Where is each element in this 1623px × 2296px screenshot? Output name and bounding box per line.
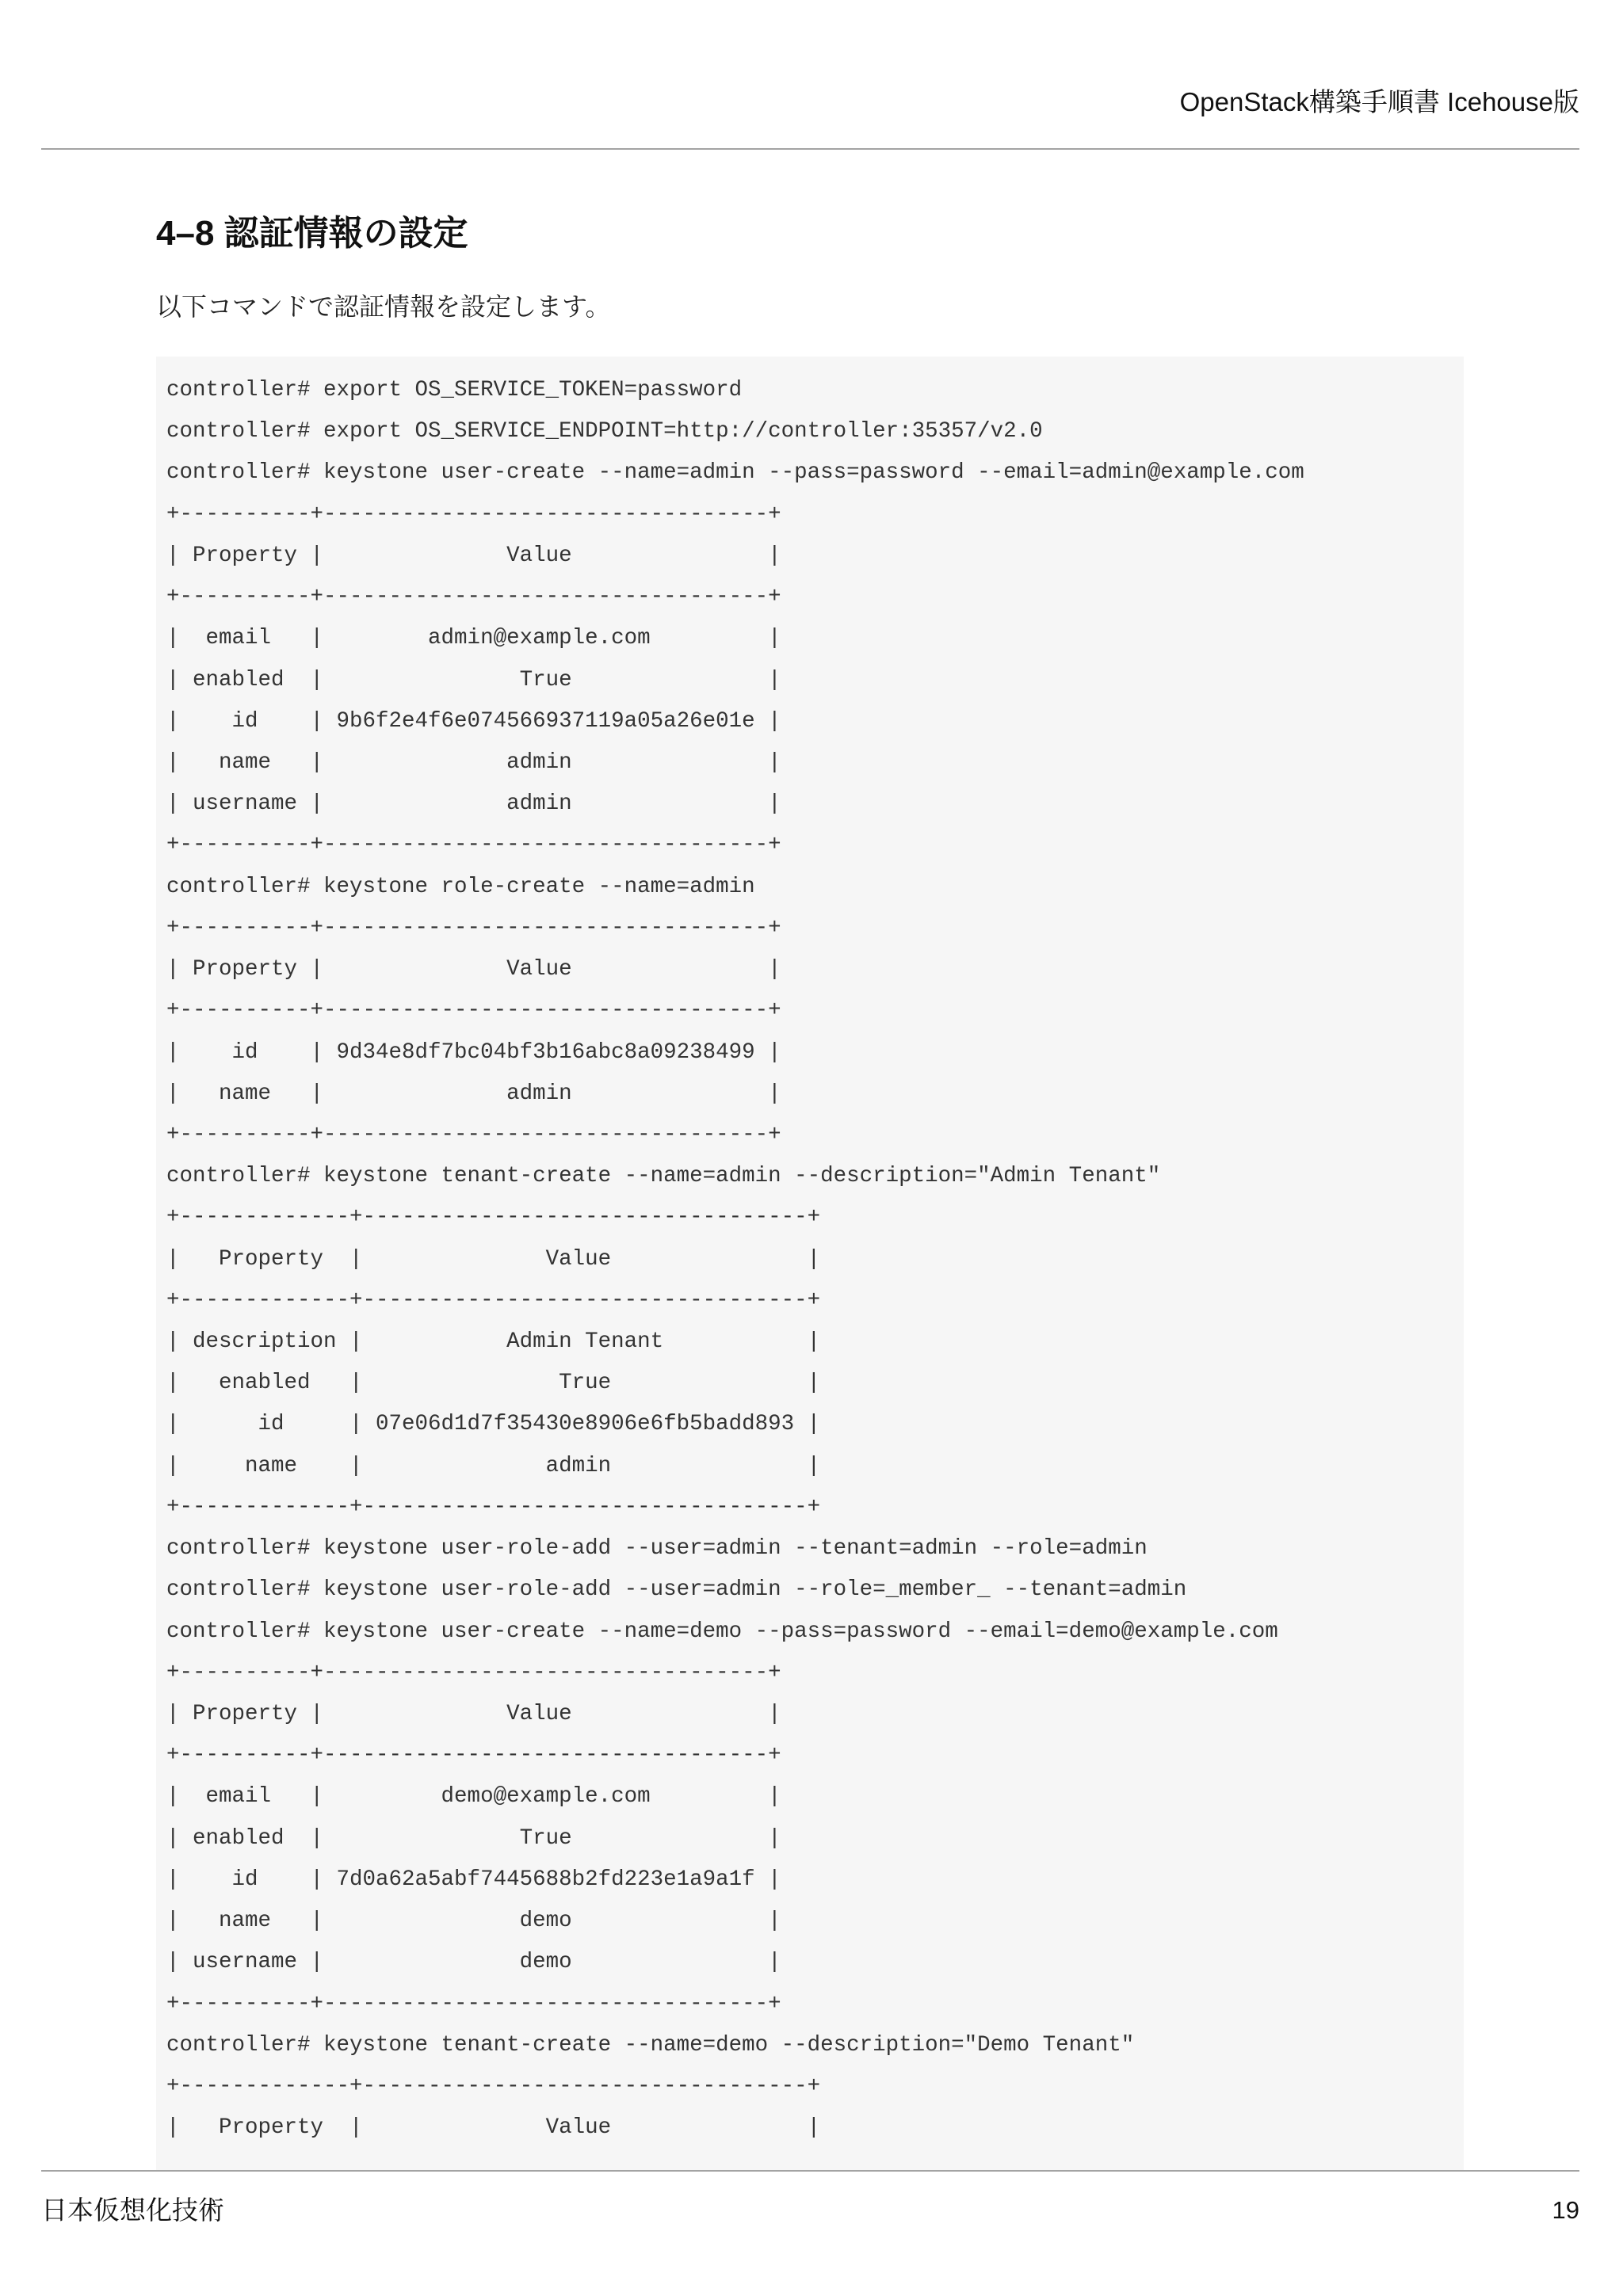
code-line: +----------+----------------------------------+ bbox=[166, 998, 781, 1024]
code-block bbox=[156, 357, 1464, 2170]
code-line: | username | admin | bbox=[166, 791, 781, 817]
code-line: | id | 07e06d1d7f35430e8906e6fb5badd893 | bbox=[166, 1412, 821, 1437]
code-line: | enabled | True | bbox=[166, 667, 781, 692]
code-line: +----------+----------------------------------+ bbox=[166, 1991, 781, 2016]
code-line: +-------------+----------------------------------+ bbox=[166, 1494, 821, 1520]
code-line: | Property | Value | bbox=[166, 1246, 821, 1272]
code-line: +----------+----------------------------------+ bbox=[166, 585, 781, 610]
section-heading: 4–8 認証情報の設定 bbox=[156, 214, 468, 253]
code-line: +-------------+----------------------------------+ bbox=[166, 1205, 821, 1230]
code-line: | id | 7d0a62a5abf7445688b2fd223e1a9a1f | bbox=[166, 1867, 781, 1892]
code-line: | Property | Value | bbox=[166, 2115, 821, 2141]
code-line: +----------+----------------------------------+ bbox=[166, 833, 781, 858]
code-line: controller# keystone user-create --name=admin --pass=password --email=admin@example.com bbox=[166, 460, 1304, 486]
code-line: controller# keystone role-create --name=admin bbox=[166, 874, 755, 899]
code-line: controller# keystone tenant-create --name=admin --description="Admin Tenant" bbox=[166, 1164, 1161, 1189]
code-line: +----------+----------------------------------+ bbox=[166, 1122, 781, 1147]
running-header-title: OpenStack構築手順書 Icehouse版 bbox=[1179, 87, 1579, 116]
code-line: | Property | Value | bbox=[166, 1702, 781, 1726]
section-intro-text: 以下コマンドで認証情報を設定します。 bbox=[156, 292, 611, 321]
code-line: | id | 9b6f2e4f6e074566937119a05a26e01e | bbox=[166, 708, 781, 734]
code-line: controller# keystone user-role-add --user=admin --tenant=admin --role=admin bbox=[166, 1536, 1148, 1562]
code-line: | name | admin | bbox=[166, 749, 781, 775]
code-line: | Property | Value | bbox=[166, 543, 781, 568]
code-line: | id | 9d34e8df7bc04bf3b16abc8a09238499 | bbox=[166, 1039, 781, 1065]
code-line: | name | demo | bbox=[166, 1909, 781, 1934]
code-line: +-------------+----------------------------------+ bbox=[166, 1287, 821, 1313]
code-line: | Property | Value | bbox=[166, 957, 781, 982]
code-line: | username | demo | bbox=[166, 1950, 781, 1975]
code-line: | enabled | True | bbox=[166, 1825, 781, 1851]
code-line: +----------+----------------------------------+ bbox=[166, 502, 781, 527]
header-divider bbox=[41, 148, 1579, 150]
code-line: | name | admin | bbox=[166, 1081, 781, 1106]
code-line: controller# export OS_SERVICE_TOKEN=password bbox=[166, 378, 743, 402]
code-line: | email | admin@example.com | bbox=[166, 626, 781, 651]
code-line: +-------------+----------------------------------+ bbox=[166, 2073, 821, 2099]
code-line: | email | demo@example.com | bbox=[166, 1784, 781, 1810]
footer-organization: 日本仮想化技術 bbox=[41, 2195, 224, 2225]
code-line: controller# export OS_SERVICE_ENDPOINT=http://controller:35357/v2.0 bbox=[166, 419, 1043, 444]
code-line: | name | admin | bbox=[166, 1453, 821, 1478]
code-line: +----------+----------------------------------+ bbox=[166, 915, 781, 940]
footer-divider bbox=[41, 2170, 1579, 2172]
page-number: 19 bbox=[1552, 2196, 1579, 2224]
code-line: +----------+----------------------------------+ bbox=[166, 1660, 781, 1685]
code-line: controller# keystone tenant-create --name=demo --description="Demo Tenant" bbox=[166, 2032, 1135, 2058]
code-line: | enabled | True | bbox=[166, 1371, 821, 1396]
code-line: | description | Admin Tenant | bbox=[166, 1329, 821, 1355]
code-line: +----------+----------------------------------+ bbox=[166, 1743, 781, 1768]
code-line: controller# keystone user-role-add --user=admin --role=_member_ --tenant=admin bbox=[166, 1577, 1187, 1603]
code-line: controller# keystone user-create --name=demo --pass=password --email=demo@example.com bbox=[166, 1619, 1278, 1644]
